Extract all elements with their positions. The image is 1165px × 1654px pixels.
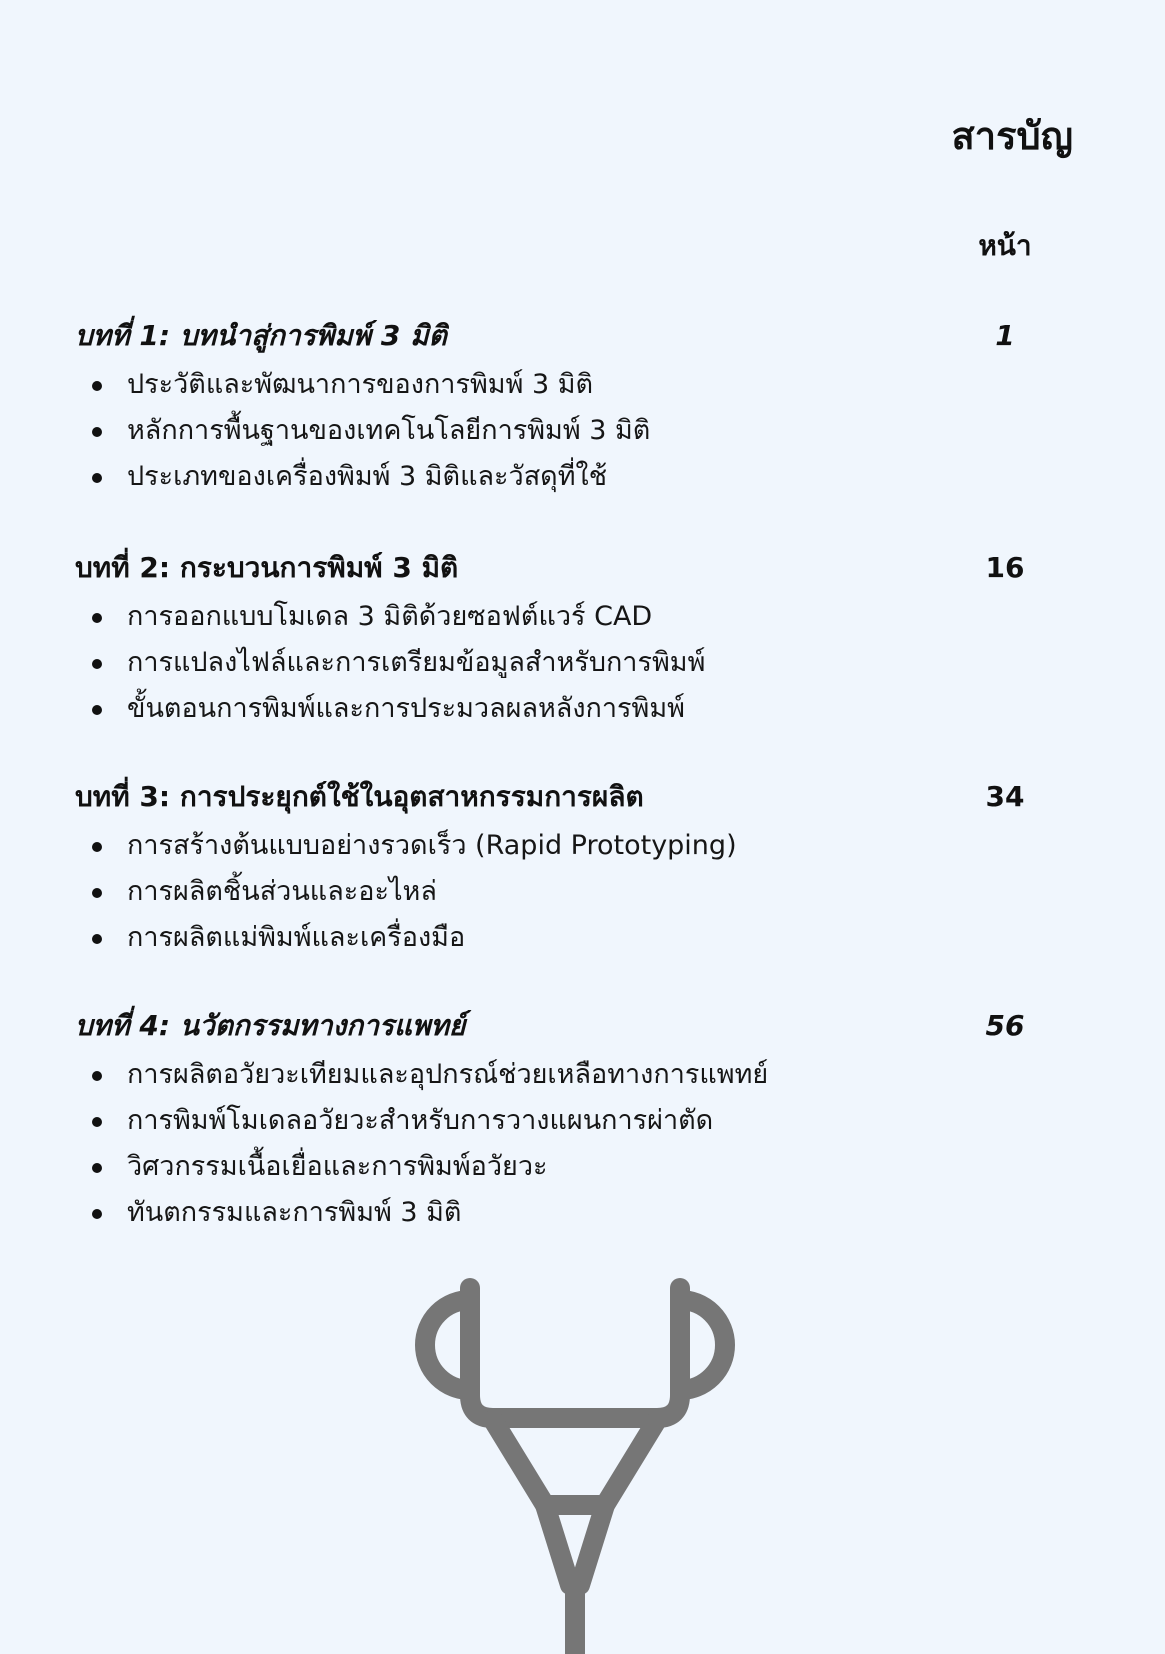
- chapter-3: [75, 777, 1085, 961]
- chapter-1: [75, 316, 1085, 500]
- topic-label: การพิมพ์โมเดลอวัยวะสำหรับการวางแผนการผ่าตัด: [127, 1105, 714, 1136]
- topic-list: [75, 362, 1085, 500]
- chapter-title[interactable]: บทที่ 3: การประยุกต์ใช้ในอุตสาหกรรมการผลิต: [75, 780, 644, 813]
- topic-label: การออกแบบโมเดล 3 มิติด้วยซอฟต์แวร์ CAD: [127, 601, 653, 632]
- list-item: [75, 1190, 1085, 1236]
- list-item: [75, 1098, 1085, 1144]
- chapter-heading: [75, 777, 1085, 817]
- chapter-page-number[interactable]: 34: [985, 780, 1025, 813]
- list-item: [75, 823, 1085, 869]
- bullet-icon: [92, 381, 102, 391]
- list-item: [75, 594, 1085, 640]
- chapter-heading: [75, 1006, 1085, 1046]
- chapter-heading: [75, 548, 1085, 588]
- bullet-icon: [92, 427, 102, 437]
- chapter-2: [75, 548, 1085, 732]
- topic-label: หลักการพื้นฐานของเทคโนโลยีการพิมพ์ 3 มิติ: [127, 415, 651, 446]
- topic-list: [75, 1052, 1085, 1236]
- topic-label: การผลิตชิ้นส่วนและอะไหล่: [127, 876, 437, 907]
- topic-label: การสร้างต้นแบบอย่างรวดเร็ว (Rapid Prototyping): [127, 830, 737, 861]
- chapter-title[interactable]: บทที่ 2: กระบวนการพิมพ์ 3 มิติ: [75, 551, 459, 584]
- bullet-icon: [92, 934, 102, 944]
- list-item: [75, 362, 1085, 408]
- page-column-header: หน้า: [978, 229, 1032, 262]
- list-item: [75, 408, 1085, 454]
- chapter-page-number[interactable]: 16: [985, 551, 1025, 584]
- list-item: [75, 1052, 1085, 1098]
- chapter-page-number[interactable]: 56: [985, 1009, 1025, 1042]
- topic-label: การผลิตแม่พิมพ์และเครื่องมือ: [127, 922, 466, 953]
- chapter-title[interactable]: บทที่ 4: นวัตกรรมทางการแพทย์: [75, 1009, 466, 1042]
- topic-label: ประวัติและพัฒนาการของการพิมพ์ 3 มิติ: [127, 369, 594, 400]
- bullet-icon: [92, 1071, 102, 1081]
- bullet-icon: [92, 1209, 102, 1219]
- bullet-icon: [92, 473, 102, 483]
- chapter-page-number[interactable]: 1: [995, 319, 1015, 352]
- list-item: [75, 686, 1085, 732]
- chapter-title[interactable]: บทที่ 1: บทนำสู่การพิมพ์ 3 มิติ: [75, 319, 447, 352]
- chapter-heading: [75, 316, 1085, 356]
- topic-list: [75, 594, 1085, 732]
- topic-label: การผลิตอวัยวะเทียมและอุปกรณ์ช่วยเหลือทางการแพทย์: [127, 1059, 769, 1090]
- topic-label: การแปลงไฟล์และการเตรียมข้อมูลสำหรับการพิมพ์: [127, 647, 706, 678]
- topic-list: [75, 823, 1085, 961]
- bullet-icon: [92, 888, 102, 898]
- topic-label: วิศวกรรมเนื้อเยื่อและการพิมพ์อวัยวะ: [127, 1151, 548, 1182]
- topic-label: ขั้นตอนการพิมพ์และการประมวลผลหลังการพิมพ์: [127, 693, 685, 724]
- list-item: [75, 1144, 1085, 1190]
- bullet-icon: [92, 842, 102, 852]
- bullet-icon: [92, 1163, 102, 1173]
- crutch-icon: [400, 1270, 740, 1654]
- bullet-icon: [92, 705, 102, 715]
- bullet-icon: [92, 613, 102, 623]
- topic-label: ทันตกรรมและการพิมพ์ 3 มิติ: [127, 1197, 462, 1228]
- list-item: [75, 640, 1085, 686]
- list-item: [75, 869, 1085, 915]
- topic-label: ประเภทของเครื่องพิมพ์ 3 มิติและวัสดุที่ใช้: [127, 461, 608, 492]
- page-title: สารบัญ: [951, 114, 1073, 158]
- bullet-icon: [92, 1117, 102, 1127]
- chapter-4: [75, 1006, 1085, 1236]
- list-item: [75, 454, 1085, 500]
- bullet-icon: [92, 659, 102, 669]
- list-item: [75, 915, 1085, 961]
